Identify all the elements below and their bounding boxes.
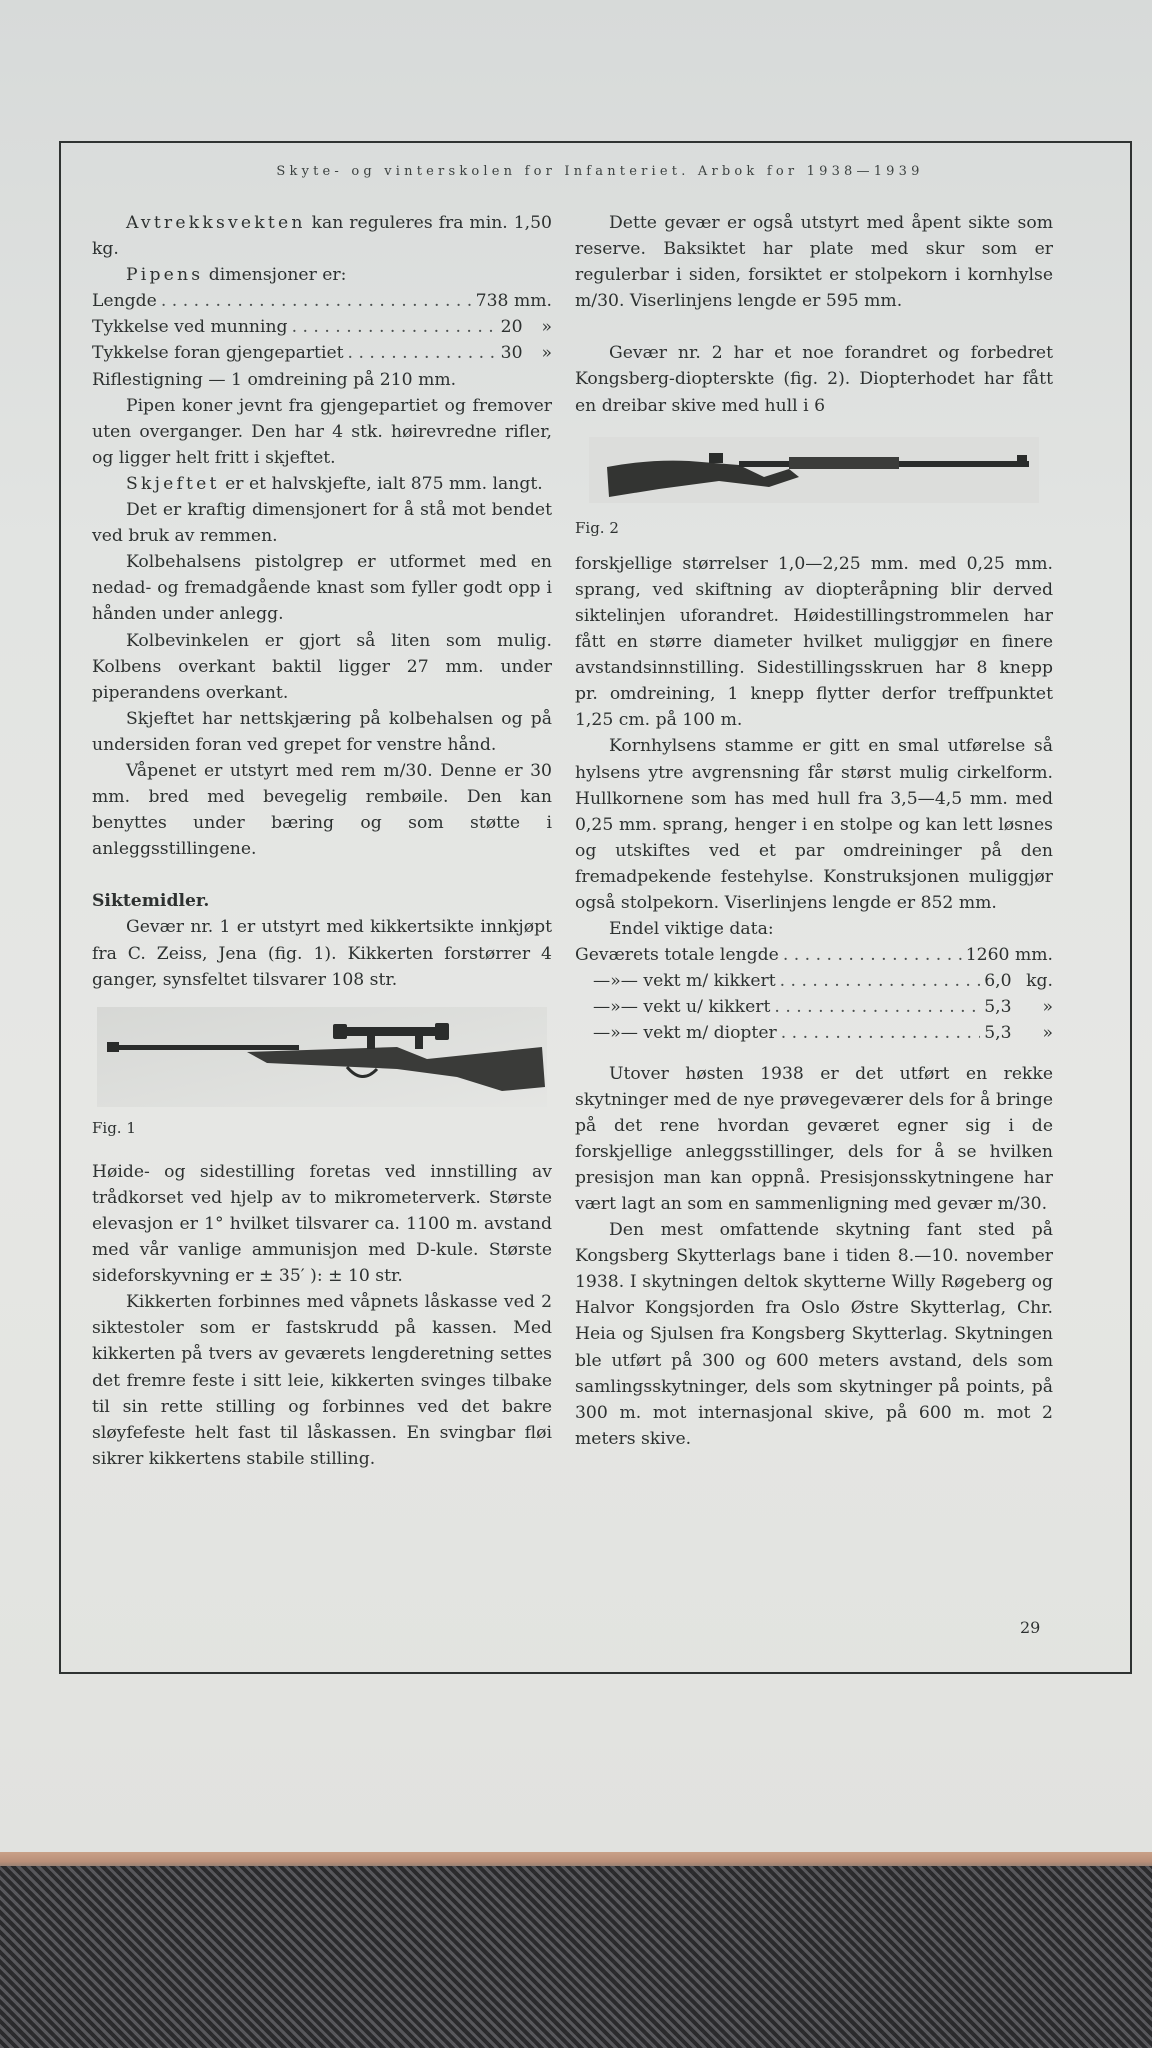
paragraph-scope: Gevær nr. 1 er utstyrt med kikkertsikte innkjøpt fra C. Zeiss, Jena (fig. 1). Kikkerten forstørrer 4 ganger, synsfeltet tilsvarer 108 str. [92, 917, 552, 990]
paragraph-stock: Skjeftet er et halvskjefte, ialt 875 mm. langt. [126, 473, 543, 494]
paragraph-kongsberg: Den mest omfattende skytning fant sted på Kongsberg Skytterlags bane i tiden 8.—10. november 1938. I skytningen deltok skytterne Willy Røgeberg og Halvor Kongsjorden fra Oslo Østre Skytterlag, Chr. Heia og Sjulsen fra Kongsberg Skytterlag. Skytningen ble utført på 300 og 600 meters avstand, dels som samlingsskytninger, dels som skytninger på points, på 300 m. mot internasjonal skive, på 600 m. mot 2 meters skive. [575, 1220, 1053, 1449]
page-number: 29 [1020, 1618, 1041, 1637]
figure-2-caption: Fig. 2 [575, 518, 619, 537]
figure-1-caption: Fig. 1 [92, 1118, 136, 1137]
dimension-row: Lengde . . . 738 mm. [92, 288, 552, 314]
figure-2 [575, 437, 1053, 541]
section-heading: Siktemidler. [92, 891, 210, 912]
paragraph-dimensioned: Det er kraftig dimensjonert for å stå mot bendet ved bruk av remmen. [92, 500, 552, 547]
right-column [575, 210, 1053, 1452]
figure-1 [92, 1007, 552, 1141]
paragraph-front-sight: Kornhylsens stamme er gitt en smal utførelse så hylsens ytre avgrensning får størst mulig cirkelform. Hullkornene som has med hull fra 3,5—4,5 mm. med 0,25 mm. sprang, henger i en stolpe og kan lett løsnes og utskiftes ved et par omdreininger på den fremadpekende festehylse. Konstruksjonen muliggjør også stolpekorn. Viserlinjens lengde er 852 mm. [575, 736, 1053, 913]
paragraph-checkering: Skjeftet har nettskjæring på kolbehalsen og på undersiden foran ved grepet for venstre hånd. [92, 708, 552, 755]
data-title: Endel viktige data: [609, 919, 774, 940]
paragraph-rifling: Riflestigning — 1 omdreining på 210 mm. [92, 369, 457, 390]
rifle-with-diopter-photo [589, 437, 1039, 503]
running-head: Skyte- og vinterskolen for Infanteriet. Arbok for 1938—1939 [276, 164, 924, 179]
paragraph-open-sight: Dette gevær er også utstyrt med åpent sikte som reserve. Baksiktet har plate med skur som er regulerbar i siden, forsiktet er stolpekorn i kornhylse m/30. Viserlinjens lengde er 595 mm. [575, 213, 1053, 312]
data-row: —»— vekt m/ diopter . . . 5,3 » [575, 1020, 1053, 1046]
paragraph-barrel: Pipen koner jevnt fra gjengepartiet og fremover uten overganger. Den har 4 stk. høirevredne rifler, og ligger helt fritt i skjeftet. [92, 395, 552, 468]
paragraph-testing: Utover høsten 1938 er det utført en rekke skytninger med de nye prøvegeværer dels for å bringe på det rene hvordan geværet egner sig i de forskjellige anleggsstillinger, dels for å se hvilken presisjon man kan oppnå. Presisjonsskytningene har vært lagt an som en sammenligning med gevær m/30. [575, 1063, 1053, 1214]
paragraph-scope-mount: Kikkerten forbinnes med våpnets låskasse ved 2 siktestoler som er fastskrudd på kassen. Med kikkerten på tvers av geværets lengderetning settes det fremre feste i sitt leie, kikkerten svinges tilbake til sin rette stilling og forbinnes ved det bakre sløyfefeste helt fast til låskassen. En svingbar fløi sikrer kikkertens stabile stilling. [92, 1292, 552, 1469]
paragraph-barrel-dims: Pipens dimensjoner er: [126, 265, 347, 286]
data-row: Geværets totale lengde . . . 1260 mm. [575, 942, 1053, 968]
paragraph-diopter: forskjellige størrelser 1,0—2,25 mm. med 0,25 mm. sprang, ved skiftning av diopteråpning blir derved siktelinjen uforandret. Høidestillingstrommelen har fått en større diameter hvilket muliggjør en finere avstandsinnstilling. Sidestillingsskruen har 8 knepp pr. omdreining, 1 knepp flytter derfor treffpunktet 1,25 cm. på 100 m. [575, 553, 1053, 731]
paragraph-rifle-2: Gevær nr. 2 har et noe forandret og forbedret Kongsberg-diopterskte (fig. 2). Diopterhodet har fått en dreibar skive med hull i 6 [575, 343, 1053, 416]
left-column [92, 210, 552, 1472]
carpet-background [0, 1866, 1152, 2048]
paragraph-sling: Våpenet er utstyrt med rem m/30. Denne er 30 mm. bred med bevegelig rembøile. Den kan benyttes under bæring og som støtte i anleggsstillingene. [92, 760, 552, 860]
paragraph-trigger-weight: Avtrekksvekten kan reguleres fra min. 1,50 kg. [92, 213, 552, 260]
data-row: —»— vekt u/ kikkert . . . 5,3 » [575, 994, 1053, 1020]
dimension-row: Tykkelse ved munning . . . 20 » [92, 314, 552, 340]
data-row: —»— vekt m/ kikkert . . . 6,0 kg. [575, 968, 1053, 994]
paragraph-adjustment: Høide- og sidestilling foretas ved innstilling av trådkorset ved hjelp av to mikrometerverk. Største elevasjon er 1° hvilket tilsvarer ca. 1100 m. avstand med vår vanlige ammunisjon med D-kule. Største sideforskyvning er ± 35′ ): ± 10 str. [92, 1161, 552, 1287]
paragraph-butt-angle: Kolbevinkelen er gjort så liten som mulig. Kolbens overkant baktil ligger 27 mm. under piperandens overkant. [92, 630, 552, 703]
paragraph-pistol-grip: Kolbehalsens pistolgrep er utformet med en nedad- og fremadgående knast som fyller godt opp i hånden under anlegg. [92, 552, 552, 625]
dimension-row: Tykkelse foran gjengepartiet . . . 30 » [92, 340, 552, 366]
rifle-with-scope-photo [97, 1007, 547, 1107]
